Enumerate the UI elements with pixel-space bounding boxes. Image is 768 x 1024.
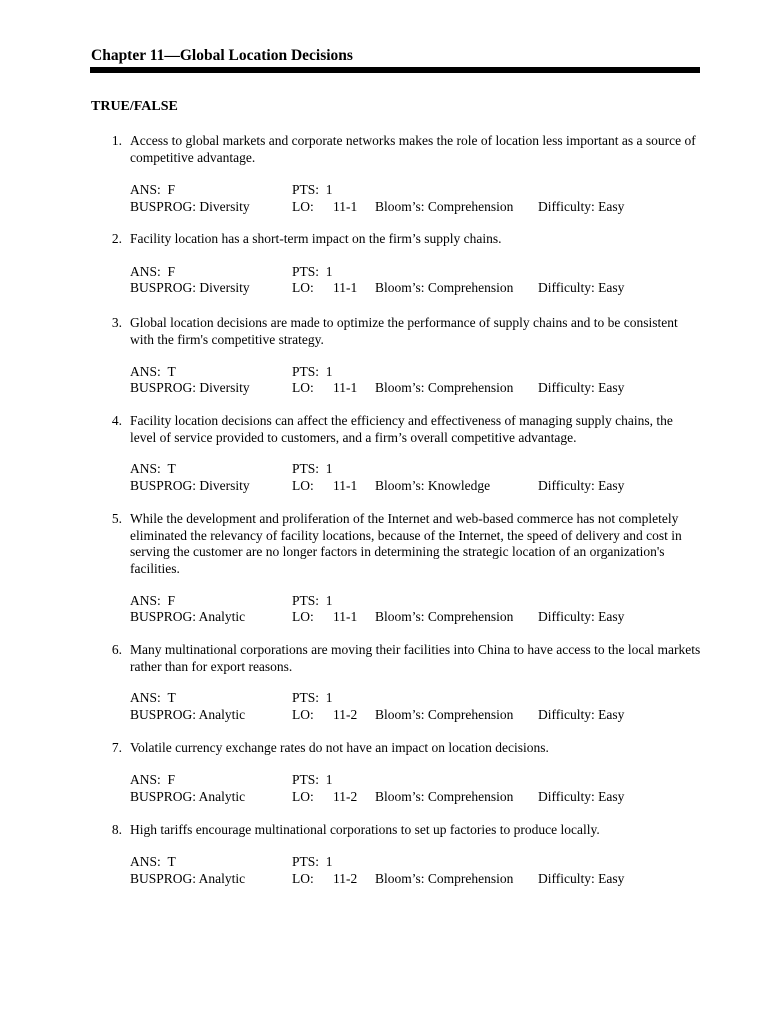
lo-value: 11-1 — [333, 199, 358, 214]
busprog-value: BUSPROG: Diversity — [130, 280, 250, 295]
difficulty-value: Difficulty: Easy — [538, 609, 625, 624]
points-value — [292, 854, 333, 870]
pts-value: 1 — [325, 854, 333, 869]
lo-value: 11-1 — [333, 478, 358, 493]
answer-value — [130, 854, 176, 870]
answer-value — [130, 461, 176, 477]
answer-value — [130, 364, 176, 380]
answer-row — [130, 264, 690, 281]
question-text: Global location decisions are made to optimize the performance of supply chains and to be consistent with the firm's competitive strategy. — [130, 315, 678, 347]
pts-value: 1 — [325, 690, 333, 705]
question-text: High tariffs encourage multinational corporations to set up factories to produce locally. — [130, 822, 600, 837]
ans-value: F — [167, 593, 176, 608]
lo-value: 11-2 — [333, 789, 358, 804]
metadata-row — [130, 789, 690, 806]
pts-label: PTS: — [292, 772, 320, 787]
lo-label: LO: — [292, 380, 314, 395]
blooms-value: Bloom’s: Comprehension — [375, 707, 514, 722]
busprog-value: BUSPROG: Diversity — [130, 199, 250, 214]
metadata-row — [130, 707, 690, 724]
section-heading: TRUE/FALSE — [91, 99, 178, 114]
answer-row — [130, 690, 690, 707]
difficulty-value: Difficulty: Easy — [538, 280, 625, 295]
ans-label: ANS: — [130, 461, 161, 476]
ans-label: ANS: — [130, 593, 161, 608]
points-value — [292, 690, 333, 706]
lo-value: 11-1 — [333, 280, 358, 295]
pts-label: PTS: — [292, 264, 320, 279]
pts-value: 1 — [325, 461, 333, 476]
pts-label: PTS: — [292, 690, 320, 705]
difficulty-value: Difficulty: Easy — [538, 707, 625, 722]
pts-value: 1 — [325, 364, 333, 379]
ans-label: ANS: — [130, 264, 161, 279]
lo-label: LO: — [292, 609, 314, 624]
blooms-value: Bloom’s: Comprehension — [375, 380, 514, 395]
pts-label: PTS: — [292, 593, 320, 608]
busprog-value: BUSPROG: Diversity — [130, 380, 250, 395]
ans-label: ANS: — [130, 364, 161, 379]
ans-value: T — [167, 364, 176, 379]
answer-row — [130, 772, 690, 789]
points-value — [292, 593, 333, 609]
points-value — [292, 772, 333, 788]
answer-value — [130, 182, 175, 198]
lo-label: LO: — [292, 280, 314, 295]
pts-value: 1 — [325, 182, 333, 197]
metadata-row — [130, 380, 690, 397]
busprog-value: BUSPROG: Diversity — [130, 478, 250, 493]
answer-row — [130, 364, 690, 381]
blooms-value: Bloom’s: Comprehension — [375, 199, 514, 214]
blooms-value: Bloom’s: Comprehension — [375, 609, 514, 624]
ans-value: F — [167, 264, 176, 279]
question-number: 6. — [111, 642, 122, 657]
difficulty-value: Difficulty: Easy — [538, 871, 625, 886]
ans-label: ANS: — [130, 690, 161, 705]
blooms-value: Bloom’s: Comprehension — [375, 280, 514, 295]
question-number: 3. — [111, 315, 122, 330]
points-value — [292, 182, 333, 198]
question-number: 4. — [111, 413, 122, 428]
pts-label: PTS: — [292, 364, 320, 379]
ans-value: F — [167, 182, 176, 197]
pts-value: 1 — [325, 264, 333, 279]
lo-label: LO: — [292, 199, 314, 214]
pts-label: PTS: — [292, 182, 320, 197]
difficulty-value: Difficulty: Easy — [538, 380, 625, 395]
lo-label: LO: — [292, 789, 314, 804]
metadata-row — [130, 199, 690, 216]
chapter-title: Chapter 11—Global Location Decisions — [91, 47, 353, 64]
ans-label: ANS: — [130, 772, 161, 787]
pts-label: PTS: — [292, 854, 320, 869]
answer-row — [130, 182, 690, 199]
question-text: While the development and proliferation of the Internet and web-based commerce has not completely eliminated the relevancy of facility locations, because of the Internet, the speed of delivery and cost in serving the customer are no longer factors in determining the strategic location of an organization's facilities. — [130, 511, 682, 576]
blooms-value: Bloom’s: Knowledge — [375, 478, 491, 493]
answer-value — [130, 772, 175, 788]
points-value — [292, 264, 333, 280]
ans-label: ANS: — [130, 182, 161, 197]
lo-value: 11-2 — [333, 871, 358, 886]
ans-value: T — [167, 854, 176, 869]
answer-row — [130, 593, 690, 610]
pts-label: PTS: — [292, 461, 320, 476]
title-rule — [90, 67, 700, 73]
pts-value: 1 — [325, 593, 333, 608]
ans-value: F — [167, 772, 176, 787]
metadata-row — [130, 871, 690, 888]
lo-label: LO: — [292, 871, 314, 886]
question-text: Many multinational corporations are moving their facilities into China to have access to the local markets rather than for export reasons. — [130, 642, 701, 674]
points-value — [292, 364, 333, 380]
question-text: Volatile currency exchange rates do not have an impact on location decisions. — [130, 740, 549, 755]
busprog-value: BUSPROG: Analytic — [130, 871, 246, 886]
question-number: 1. — [111, 133, 122, 148]
question-number: 8. — [111, 822, 122, 837]
question-text: Facility location has a short-term impact on the firm’s supply chains. — [130, 231, 502, 246]
busprog-value: BUSPROG: Analytic — [130, 707, 246, 722]
lo-value: 11-2 — [333, 707, 358, 722]
lo-label: LO: — [292, 707, 314, 722]
metadata-row — [130, 280, 690, 297]
lo-value: 11-1 — [333, 609, 358, 624]
answer-value — [130, 264, 175, 280]
lo-label: LO: — [292, 478, 314, 493]
difficulty-value: Difficulty: Easy — [538, 199, 625, 214]
question-number: 7. — [111, 740, 122, 755]
question-text: Access to global markets and corporate networks makes the role of location less important as a source of competitive advantage. — [130, 133, 696, 165]
question-number: 2. — [111, 231, 122, 246]
answer-row — [130, 461, 690, 478]
question-text: Facility location decisions can affect the efficiency and effectiveness of managing supply chains, the level of service provided to customers, and a firm’s overall competitive advantage. — [130, 413, 673, 445]
ans-value: T — [167, 690, 176, 705]
ans-label: ANS: — [130, 854, 161, 869]
ans-value: T — [167, 461, 176, 476]
answer-row — [130, 854, 690, 871]
metadata-row — [130, 609, 690, 626]
busprog-value: BUSPROG: Analytic — [130, 789, 246, 804]
blooms-value: Bloom’s: Comprehension — [375, 789, 514, 804]
difficulty-value: Difficulty: Easy — [538, 478, 625, 493]
answer-value — [130, 593, 175, 609]
answer-value — [130, 690, 176, 706]
blooms-value: Bloom’s: Comprehension — [375, 871, 514, 886]
points-value — [292, 461, 333, 477]
metadata-row — [130, 478, 690, 495]
difficulty-value: Difficulty: Easy — [538, 789, 625, 804]
lo-value: 11-1 — [333, 380, 358, 395]
pts-value: 1 — [325, 772, 333, 787]
busprog-value: BUSPROG: Analytic — [130, 609, 246, 624]
question-number: 5. — [111, 511, 122, 526]
